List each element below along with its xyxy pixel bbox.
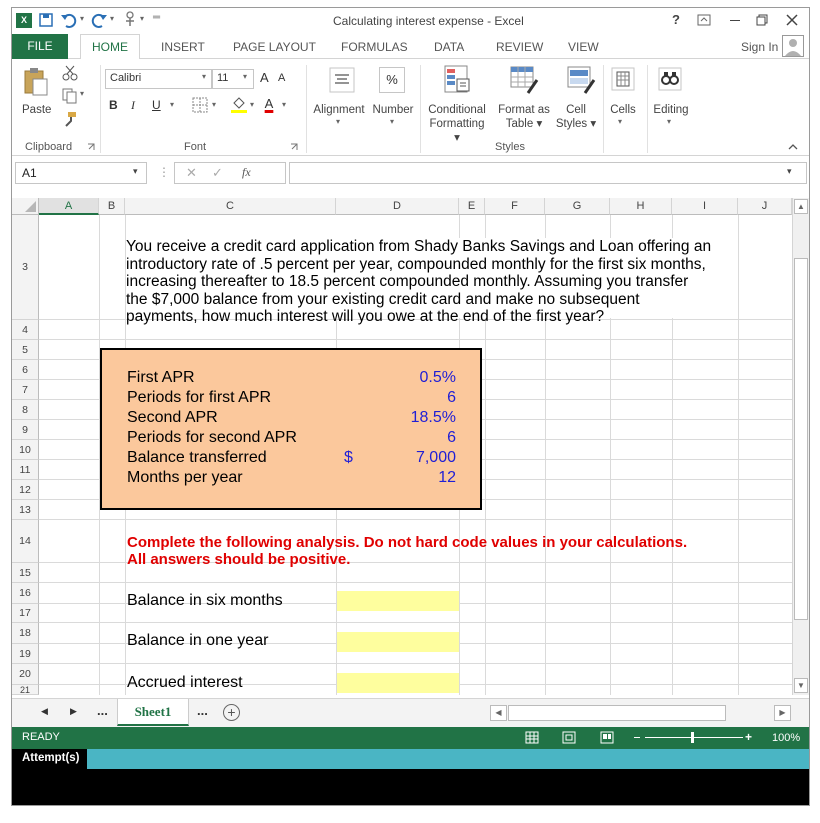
tab-review[interactable]: REVIEW — [496, 40, 544, 54]
font-color-icon[interactable]: A — [264, 96, 274, 111]
tab-page-layout[interactable]: PAGE LAYOUT — [233, 40, 316, 54]
cancel-icon[interactable]: ✕ — [186, 165, 197, 180]
format-as-table-button[interactable]: Format as Table ▾ — [498, 104, 550, 130]
borders-icon[interactable] — [192, 97, 208, 113]
undo-dropdown-icon[interactable]: ▾ — [80, 14, 85, 23]
instruction-line: All answers should be positive. — [127, 551, 351, 568]
format-painter-icon[interactable] — [62, 111, 78, 127]
borders-dropdown-icon[interactable]: ▾ — [212, 100, 217, 109]
redo-dropdown-icon[interactable]: ▾ — [110, 14, 115, 23]
restore-icon[interactable] — [756, 14, 768, 26]
name-box-dropdown-icon[interactable]: ▾ — [133, 166, 138, 176]
close-icon[interactable] — [786, 14, 798, 26]
input-value[interactable]: 12 — [438, 469, 456, 486]
status-bar — [12, 727, 809, 749]
page-break-view-icon[interactable] — [600, 731, 614, 744]
input-label: First APR — [127, 369, 195, 386]
insert-function-icon[interactable]: fx — [242, 165, 251, 179]
next-sheet-icon[interactable]: ▶ — [70, 706, 77, 716]
row-header-7[interactable]: 7 — [12, 380, 39, 400]
attempts-label: Attempt(s) — [12, 749, 87, 769]
tab-home[interactable]: HOME — [80, 34, 140, 60]
grow-font-icon[interactable]: A — [260, 70, 269, 85]
question-line: You receive a credit card application from Shady Banks Savings and Loan offering an — [126, 238, 712, 255]
alignment-button[interactable]: Alignment — [313, 104, 365, 116]
save-icon[interactable] — [39, 13, 53, 27]
column-header-i[interactable]: I — [672, 198, 738, 215]
input-label: Months per year — [127, 469, 243, 486]
output-label-balance-one-year: Balance in one year — [127, 632, 269, 649]
formula-bar — [12, 156, 809, 190]
input-value[interactable]: 18.5% — [410, 409, 456, 426]
instruction-line: Complete the following analysis. Do not hard code values in your calculations. — [127, 534, 688, 551]
format-as-table-icon[interactable] — [510, 65, 540, 95]
formula-buttons — [174, 162, 286, 184]
prev-sheet-icon[interactable]: ◀ — [41, 706, 48, 716]
help-icon[interactable]: ? — [672, 12, 680, 27]
tab-data[interactable]: DATA — [434, 40, 465, 54]
input-label: Periods for first APR — [127, 389, 272, 406]
input-value[interactable]: 7,000 — [415, 449, 456, 466]
sign-in-link[interactable]: Sign In — [741, 40, 779, 54]
input-label: Balance transferred — [127, 449, 267, 466]
collapse-ribbon-icon[interactable] — [788, 143, 798, 151]
scroll-right-icon[interactable]: ▶ — [774, 705, 791, 721]
horizontal-scroll-thumb[interactable] — [508, 705, 726, 721]
page-layout-view-icon[interactable] — [562, 731, 576, 744]
cut-icon[interactable] — [62, 65, 78, 81]
number-dropdown-icon[interactable]: ▾ — [390, 117, 395, 126]
attempts-bar — [12, 749, 809, 769]
editing-dropdown-icon[interactable]: ▾ — [667, 117, 672, 126]
font-group-label: Font — [184, 141, 207, 153]
underline-dropdown-icon[interactable]: ▾ — [170, 100, 175, 109]
excel-logo-icon: X — [16, 13, 32, 28]
shrink-font-icon[interactable]: A — [278, 72, 286, 84]
formula-bar-grip-icon: ⋮ — [158, 165, 170, 179]
touch-dropdown-icon[interactable]: ▾ — [140, 14, 145, 23]
vertical-scroll-thumb[interactable] — [794, 258, 808, 620]
formatting-label: Formatting — [429, 118, 485, 130]
zoom-in-icon[interactable]: + — [745, 730, 753, 744]
window-title: Calculating interest expense - Excel — [333, 14, 524, 28]
expand-formula-bar-icon[interactable]: ▾ — [787, 166, 792, 176]
user-icon — [783, 36, 803, 56]
column-header-g[interactable]: G — [545, 198, 610, 215]
customize-qat-icon[interactable]: ═ — [153, 12, 161, 23]
excel-window — [11, 7, 810, 806]
name-box[interactable]: A1 — [15, 162, 147, 184]
touch-mode-icon[interactable] — [124, 11, 138, 28]
zoom-out-icon[interactable] — [634, 737, 640, 738]
sheet-overflow-right[interactable]: ... — [197, 703, 208, 718]
column-header-j[interactable]: J — [738, 198, 792, 215]
ribbon-separator — [100, 65, 101, 153]
fill-color-dropdown-icon[interactable]: ▾ — [250, 100, 255, 109]
answer-cell-accrued-interest[interactable] — [337, 673, 459, 693]
row-header-10[interactable]: 10 — [12, 440, 39, 460]
column-header-h[interactable]: H — [610, 198, 672, 215]
row-header-13[interactable]: 13 — [12, 500, 39, 520]
font-size-dropdown-icon[interactable]: ▾ — [243, 72, 248, 81]
ribbon-separator — [306, 65, 307, 153]
enter-icon[interactable]: ✓ — [212, 165, 223, 180]
font-launcher-icon[interactable] — [290, 143, 298, 151]
alignment-dropdown-icon[interactable]: ▾ — [336, 117, 341, 126]
row-header-8[interactable]: 8 — [12, 400, 39, 420]
row-header-3[interactable]: 3 — [12, 215, 39, 320]
paste-icon[interactable] — [22, 67, 50, 97]
ribbon-tab-bar — [12, 34, 809, 59]
select-all-button[interactable] — [12, 198, 39, 215]
zoom-level[interactable]: 100% — [772, 732, 801, 744]
minimize-icon[interactable] — [730, 20, 740, 21]
row-header-21[interactable]: 21 — [12, 685, 39, 695]
row-header-19[interactable]: 19 — [12, 644, 39, 664]
sheet-tab-bar — [12, 698, 809, 727]
styles-group-label: Styles — [495, 141, 525, 153]
answer-cell-balance-one-year[interactable] — [337, 632, 459, 652]
underline-button[interactable]: U — [152, 98, 161, 112]
ribbon-separator — [420, 65, 421, 153]
new-sheet-button[interactable]: + — [223, 704, 240, 721]
clipboard-group-label: Clipboard — [25, 141, 73, 153]
attempts-panel — [12, 769, 809, 805]
row-header-5[interactable]: 5 — [12, 340, 39, 360]
sheet-overflow-left[interactable]: ... — [97, 703, 108, 718]
input-label: Second APR — [127, 409, 218, 426]
cells-button[interactable]: Cells — [610, 104, 636, 116]
input-value[interactable]: 0.5% — [419, 369, 456, 386]
tab-formulas[interactable]: FORMULAS — [341, 40, 408, 54]
row-header-17[interactable]: 17 — [12, 604, 39, 623]
conditional-formatting-icon[interactable] — [444, 65, 472, 95]
question-line: payments, how much interest will you owe at the end of the first year? — [126, 308, 605, 326]
font-color-dropdown-icon[interactable]: ▾ — [282, 100, 287, 109]
paste-button[interactable]: Paste — [22, 104, 52, 116]
question-line: increasing thereafter to 18.5 percent compounded monthly. Assuming you transfer — [126, 273, 689, 291]
editing-button[interactable]: Editing — [653, 104, 689, 116]
redo-icon[interactable] — [90, 12, 108, 28]
row-header-11[interactable]: 11 — [12, 460, 39, 480]
row-header-20[interactable]: 20 — [12, 664, 39, 685]
question-line: the $7,000 balance from your existing credit card and make no subsequent — [126, 290, 640, 308]
number-button[interactable]: Number — [372, 104, 414, 116]
conditional-formatting-button[interactable]: Conditional Formatting ▾ — [428, 104, 486, 144]
undo-icon[interactable] — [60, 12, 78, 28]
ribbon — [12, 59, 809, 156]
formula-input[interactable] — [289, 162, 807, 184]
copy-dropdown-icon[interactable]: ▾ — [80, 89, 85, 98]
font-name-dropdown-icon[interactable]: ▾ — [202, 72, 207, 81]
column-header-e[interactable]: E — [459, 198, 485, 215]
input-label: Periods for second APR — [127, 429, 297, 446]
cells-icon[interactable] — [611, 67, 635, 93]
row-header-16[interactable]: 16 — [12, 583, 39, 604]
answer-cell-balance-six-months[interactable] — [337, 591, 459, 611]
table-label: Table — [505, 118, 534, 130]
input-currency-symbol: $ — [344, 449, 353, 466]
question-text — [126, 238, 738, 326]
alignment-icon[interactable] — [329, 67, 355, 93]
column-header-a[interactable]: A — [39, 198, 99, 215]
clipboard-launcher-icon[interactable] — [87, 143, 95, 151]
tab-sheet1[interactable]: Sheet1 — [117, 699, 189, 726]
cells-dropdown-icon[interactable]: ▾ — [618, 117, 623, 126]
conditional-label: Conditional — [428, 104, 486, 116]
row-header-12[interactable]: 12 — [12, 480, 39, 500]
input-value[interactable]: 6 — [447, 389, 456, 406]
row-header-18[interactable]: 18 — [12, 623, 39, 644]
zoom-slider-thumb[interactable] — [691, 732, 694, 743]
zoom-slider[interactable] — [645, 737, 743, 738]
row-header-4[interactable]: 4 — [12, 320, 39, 340]
status-ready: READY — [22, 731, 60, 743]
vertical-scrollbar[interactable] — [792, 198, 809, 695]
styles-btn-label: Styles — [555, 118, 588, 130]
avatar[interactable] — [782, 35, 804, 57]
input-value[interactable]: 6 — [447, 429, 456, 446]
column-header-c[interactable]: C — [125, 198, 336, 215]
ribbon-separator — [647, 65, 648, 153]
normal-view-icon[interactable] — [525, 731, 539, 744]
format-as-label: Format as — [498, 104, 550, 116]
font-size-select[interactable]: 11 — [212, 69, 254, 89]
column-header-b[interactable]: B — [99, 198, 125, 215]
row-header-6[interactable]: 6 — [12, 360, 39, 380]
ribbon-separator — [603, 65, 604, 153]
question-line: introductory rate of .5 percent per year, compounded monthly for the first six months, — [126, 255, 706, 273]
output-label-accrued-interest: Accrued interest — [127, 674, 243, 691]
cell-styles-icon[interactable] — [567, 65, 597, 95]
instruction-text — [127, 534, 687, 568]
output-label-balance-six-months: Balance in six months — [127, 592, 283, 609]
bold-button[interactable]: B — [109, 98, 118, 112]
percent-icon[interactable]: % — [379, 67, 405, 93]
scroll-up-icon[interactable]: ▲ — [794, 199, 808, 214]
italic-button[interactable]: I — [131, 98, 135, 112]
scroll-left-icon[interactable]: ◀ — [490, 705, 507, 721]
tab-view[interactable]: VIEW — [568, 40, 599, 54]
column-header-d[interactable]: D — [336, 198, 459, 215]
column-header-f[interactable]: F — [485, 198, 545, 215]
scroll-down-icon[interactable]: ▼ — [794, 678, 808, 693]
tab-insert[interactable]: INSERT — [161, 40, 205, 54]
editing-icon[interactable] — [658, 67, 682, 93]
ribbon-display-options-icon[interactable] — [697, 14, 711, 26]
tab-file[interactable]: FILE — [12, 34, 68, 59]
fill-color-icon[interactable] — [230, 95, 248, 113]
cell-styles-button[interactable]: Cell Styles ▾ — [555, 104, 597, 130]
title-bar — [12, 8, 809, 34]
font-name-select[interactable]: Calibri — [105, 69, 212, 89]
copy-icon[interactable] — [62, 88, 78, 104]
row-header-9[interactable]: 9 — [12, 420, 39, 440]
row-header-15[interactable]: 15 — [12, 563, 39, 583]
cell-label: Cell — [566, 104, 586, 116]
row-header-14[interactable]: 14 — [12, 520, 39, 563]
